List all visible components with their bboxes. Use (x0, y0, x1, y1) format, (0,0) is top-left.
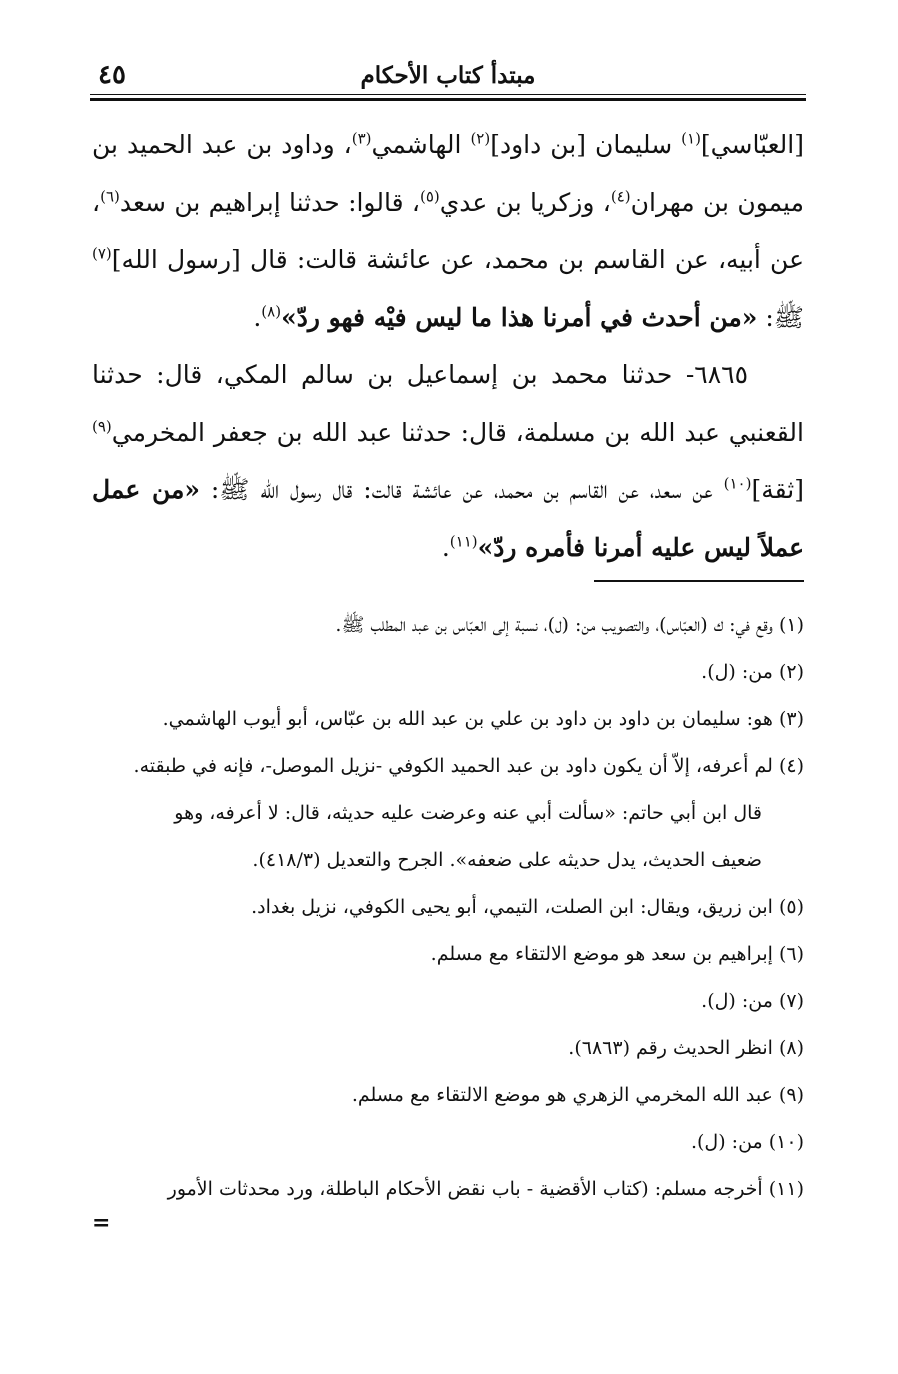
header-rule-thin (90, 94, 806, 95)
footnote-ref[interactable]: (١) (681, 129, 701, 148)
footnote-separator (594, 580, 804, 582)
text-run: سليمان [بن داود] (490, 130, 682, 159)
footnote-ref[interactable]: (٤) (610, 187, 631, 206)
footnote-3: (٣) هو: سليمان بن داود بن داود بن علي بن عبد الله بن عبّاس، أبو أيوب الهاشمي. (162, 708, 804, 730)
footnote-ref[interactable]: (٨) (261, 302, 282, 321)
text-run: [العبّاسي] (700, 130, 804, 159)
footnote-ref[interactable]: (١١) (449, 532, 478, 551)
text-run: ﷺ: (757, 302, 804, 332)
text-run: [ثقة] (751, 475, 804, 504)
footnote-1: (١) وقع في: ك (العبّاس)، والتصويب من: (ل)، نسبة إلى العبّاس بن عبد المطلب ﷺ. (335, 614, 804, 636)
paragraph-2 (92, 346, 804, 576)
running-title: مبتدأ كتاب الأحكام (360, 62, 536, 89)
footnotes (94, 602, 804, 1213)
footnote-ref[interactable]: (٥) (419, 187, 440, 206)
page-number: ٤٥ (98, 60, 126, 90)
header-rule-thick (90, 98, 806, 101)
main-text (92, 116, 804, 576)
footnote-10: (١٠) من: (ل). (690, 1131, 804, 1153)
footnote-ref[interactable]: (٩) (92, 417, 112, 436)
footnote-ref[interactable]: (٧) (92, 244, 112, 263)
text-run: ، وزكريا بن عدي (439, 187, 611, 217)
footnote-9: (٩) عبد الله المخرمي الزهري هو موضع الالتقاء مع مسلم. (351, 1084, 804, 1106)
text-run: ، وداود بن عبد الحميد بن ميمون بن مهران (92, 130, 804, 217)
text-run: الهاشمي (371, 130, 471, 159)
footnote-ref[interactable]: (٦) (100, 187, 120, 206)
footnote-11: (١١) أخرجه مسلم: (كتاب الأقضية - باب نقض الأحكام الباطلة، ورد محدثات الأمور (167, 1178, 804, 1200)
footnote-4: (٤) لم أعرفه، إلاّ أن يكون داود بن عبد الحميد الكوفي -نزيل الموصل-، فإنه في طبقته. (133, 755, 804, 777)
hadith-text: «من أحدث في أمرنا هذا ما ليس فيْه فهو ردّ» (281, 302, 758, 332)
text-run: عن سعد، عن القاسم بن محمد، عن عائشة قالت: قال رسول الله ﷺ: (200, 475, 724, 504)
footnote-4-continuation: ضعيف الحديث، يدل حديثه على ضعفه». الجرح والتعديل (٤١٨/٣). (252, 849, 762, 871)
text-run: ، عن أبيه، عن القاسم بن محمد، عن عائشة قالت: قال [رسول الله] (92, 187, 804, 274)
continuation-mark: = (92, 1210, 111, 1236)
footnote-5: (٥) ابن زريق، ويقال: ابن الصلت، التيمي، أبو يحيى الكوفي، نزيل بغداد. (251, 896, 804, 918)
paragraph-1 (92, 116, 804, 346)
text-run: ، قالوا: حدثنا إبراهيم بن سعد (119, 187, 420, 217)
page-header (90, 58, 806, 98)
footnote-2: (٢) من: (ل). (701, 661, 804, 683)
footnote-ref[interactable]: (٣) (351, 129, 372, 148)
footnote-4-continuation: قال ابن أبي حاتم: «سألت أبي عنه وعرضت عليه حديثه، قال: لا أعرفه، وهو (174, 802, 762, 824)
text-run: . (441, 532, 450, 562)
text-run: . (253, 302, 262, 332)
hadith-text: «من عمل عملاً ليس عليه أمرنا فأمره ردّ» (92, 475, 804, 562)
footnote-ref[interactable]: (١٠) (723, 474, 752, 493)
footnote-ref[interactable]: (٢) (470, 129, 491, 148)
footnote-8: (٨) انظر الحديث رقم (٦٨٦٣). (568, 1037, 804, 1059)
text-run: ٦٨٦٥- حدثنا محمد بن إسماعيل بن سالم المكي، قال: حدثنا القعنبي عبد الله بن مسلمة، قال: حدثنا عبد الله بن جعفر المخرمي (92, 360, 804, 447)
footnote-6: (٦) إبراهيم بن سعد هو موضع الالتقاء مع مسلم. (430, 943, 804, 965)
footnote-7: (٧) من: (ل). (701, 990, 804, 1012)
